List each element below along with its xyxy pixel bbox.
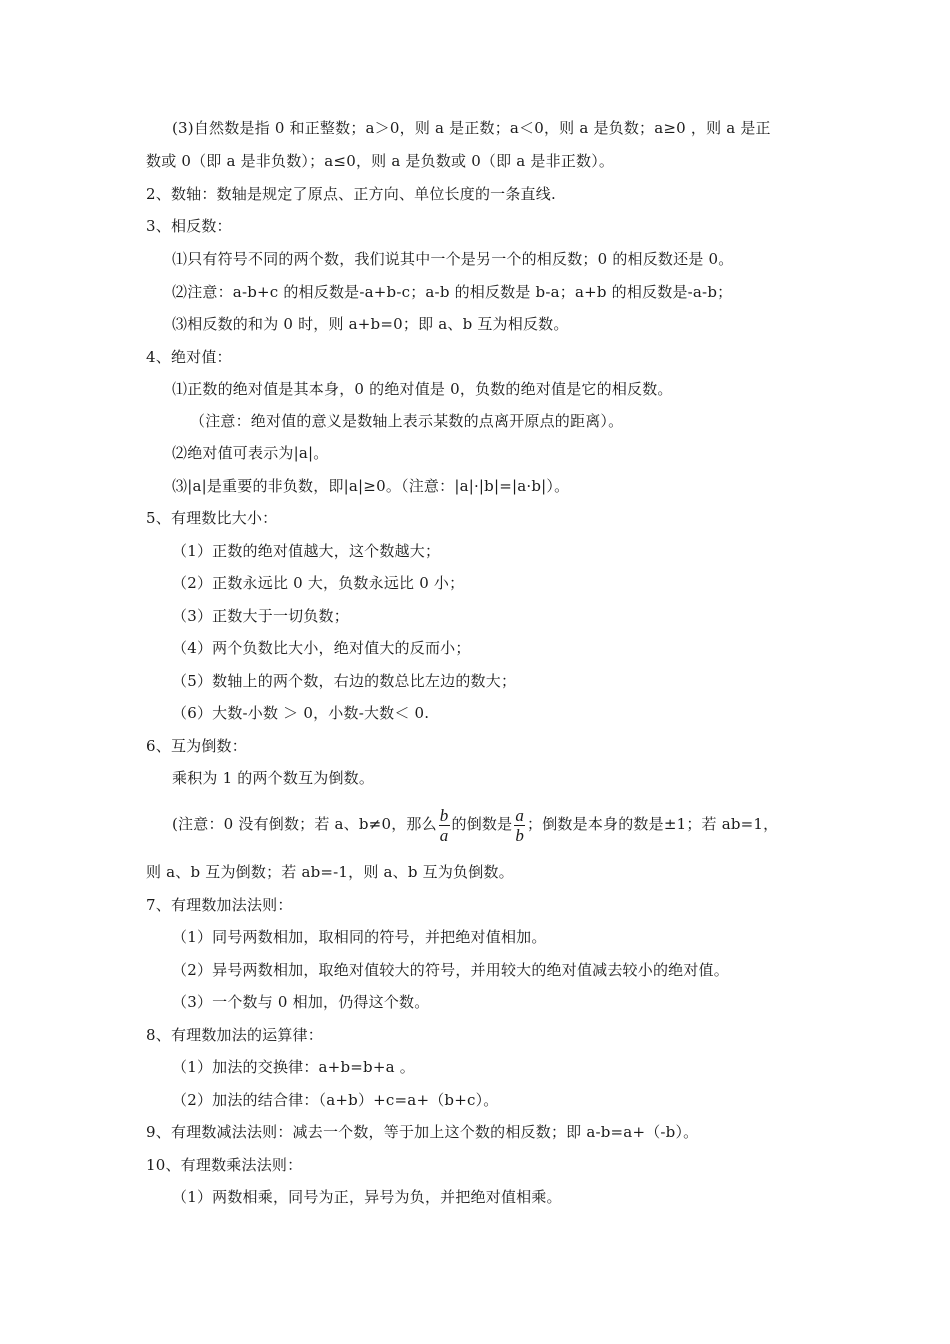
subtraction-rule: 9、有理数减法法则：减去一个数，等于加上这个数的相反数；即 a-b=a+（-b）。 bbox=[146, 1123, 699, 1141]
compare-item-2: （2）正数永远比 0 大，负数永远比 0 小； bbox=[172, 574, 465, 592]
absolute-item-2: ⑵绝对值可表示为|a|。 bbox=[172, 444, 329, 462]
fraction-denominator: a bbox=[439, 825, 449, 845]
addition-item-2: （2）异号两数相加，取绝对值较大的符号，并用较大的绝对值减去较小的绝对值。 bbox=[172, 961, 729, 979]
reciprocal-definition: 乘积为 1 的两个数互为倒数。 bbox=[172, 769, 375, 787]
associative-law: （2）加法的结合律：（a+b）+c=a+（b+c）。 bbox=[172, 1091, 499, 1109]
opposite-item-3: ⑶相反数的和为 0 时，则 a+b=0；即 a、b 互为相反数。 bbox=[172, 315, 569, 333]
heading-compare: 5、有理数比大小： bbox=[146, 509, 278, 527]
absolute-item-1: ⑴正数的绝对值是其本身，0 的绝对值是 0，负数的绝对值是它的相反数。 bbox=[172, 380, 673, 398]
addition-item-3: （3）一个数与 0 相加，仍得这个数。 bbox=[172, 993, 430, 1011]
absolute-note: （注意：绝对值的意义是数轴上表示某数的点离开原点的距离）。 bbox=[190, 412, 624, 430]
number-line-definition: 2、数轴：数轴是规定了原点、正方向、单位长度的一条直线. bbox=[146, 185, 556, 203]
compare-item-5: （5）数轴上的两个数，右边的数总比左边的数大； bbox=[172, 672, 517, 690]
reciprocal-note-part-3: ；倒数是本身的数是±1；若 ab=1， bbox=[527, 815, 779, 833]
compare-item-6: （6）大数-小数 ＞ 0，小数-大数＜ 0. bbox=[172, 704, 430, 722]
opposite-item-2: ⑵注意：a-b+c 的相反数是-a+b-c；a-b 的相反数是 b-a；a+b 的相反数是-a-b； bbox=[172, 283, 733, 301]
heading-multiplication-rule: 10、有理数乘法法则： bbox=[146, 1156, 303, 1174]
compare-item-1: （1）正数的绝对值越大，这个数越大； bbox=[172, 542, 441, 560]
opposite-item-1: ⑴只有符号不同的两个数，我们说其中一个是另一个的相反数；0 的相反数还是 0。 bbox=[172, 250, 734, 268]
heading-addition-rule: 7、有理数加法法则： bbox=[146, 896, 293, 914]
commutative-law: （1）加法的交换律：a+b=b+a 。 bbox=[172, 1058, 415, 1076]
heading-absolute-value: 4、绝对值： bbox=[146, 348, 232, 366]
heading-opposite-numbers: 3、相反数： bbox=[146, 217, 232, 235]
fraction-b-over-a bbox=[439, 806, 450, 845]
fraction-denominator: b bbox=[515, 825, 525, 845]
absolute-item-3: ⑶|a|是重要的非负数，即|a|≥0。（注意：|a|·|b|=|a·b|）。 bbox=[172, 477, 570, 495]
reciprocal-note-part-2: 的倒数是 bbox=[451, 815, 513, 833]
reciprocal-note-continued: 则 a、b 互为倒数；若 ab=-1，则 a、b 互为负倒数。 bbox=[146, 863, 514, 881]
heading-addition-laws: 8、有理数加法的运算律： bbox=[146, 1026, 323, 1044]
fraction-a-over-b bbox=[514, 806, 525, 845]
multiplication-item-1: （1）两数相乘，同号为正，异号为负，并把绝对值相乘。 bbox=[172, 1188, 562, 1206]
reciprocal-note-part-1: (注意：0 没有倒数；若 a、b≠0，那么 bbox=[172, 815, 437, 833]
reciprocal-note bbox=[172, 802, 778, 846]
natural-number-line-2: 数或 0（即 a 是非负数）；a≤0，则 a 是负数或 0（即 a 是非正数）。 bbox=[146, 152, 615, 170]
compare-item-3: （3）正数大于一切负数； bbox=[172, 607, 349, 625]
natural-number-line-1: (3)自然数是指 0 和正整数；a＞0，则 a 是正数；a＜0，则 a 是负数；a≥0 ，则 a 是正 bbox=[172, 119, 771, 137]
heading-reciprocal: 6、互为倒数： bbox=[146, 737, 247, 755]
fraction-numerator: a bbox=[515, 805, 525, 825]
fraction-numerator: b bbox=[439, 805, 449, 825]
addition-item-1: （1）同号两数相加，取相同的符号，并把绝对值相加。 bbox=[172, 928, 547, 946]
compare-item-4: （4）两个负数比大小，绝对值大的反而小； bbox=[172, 639, 471, 657]
